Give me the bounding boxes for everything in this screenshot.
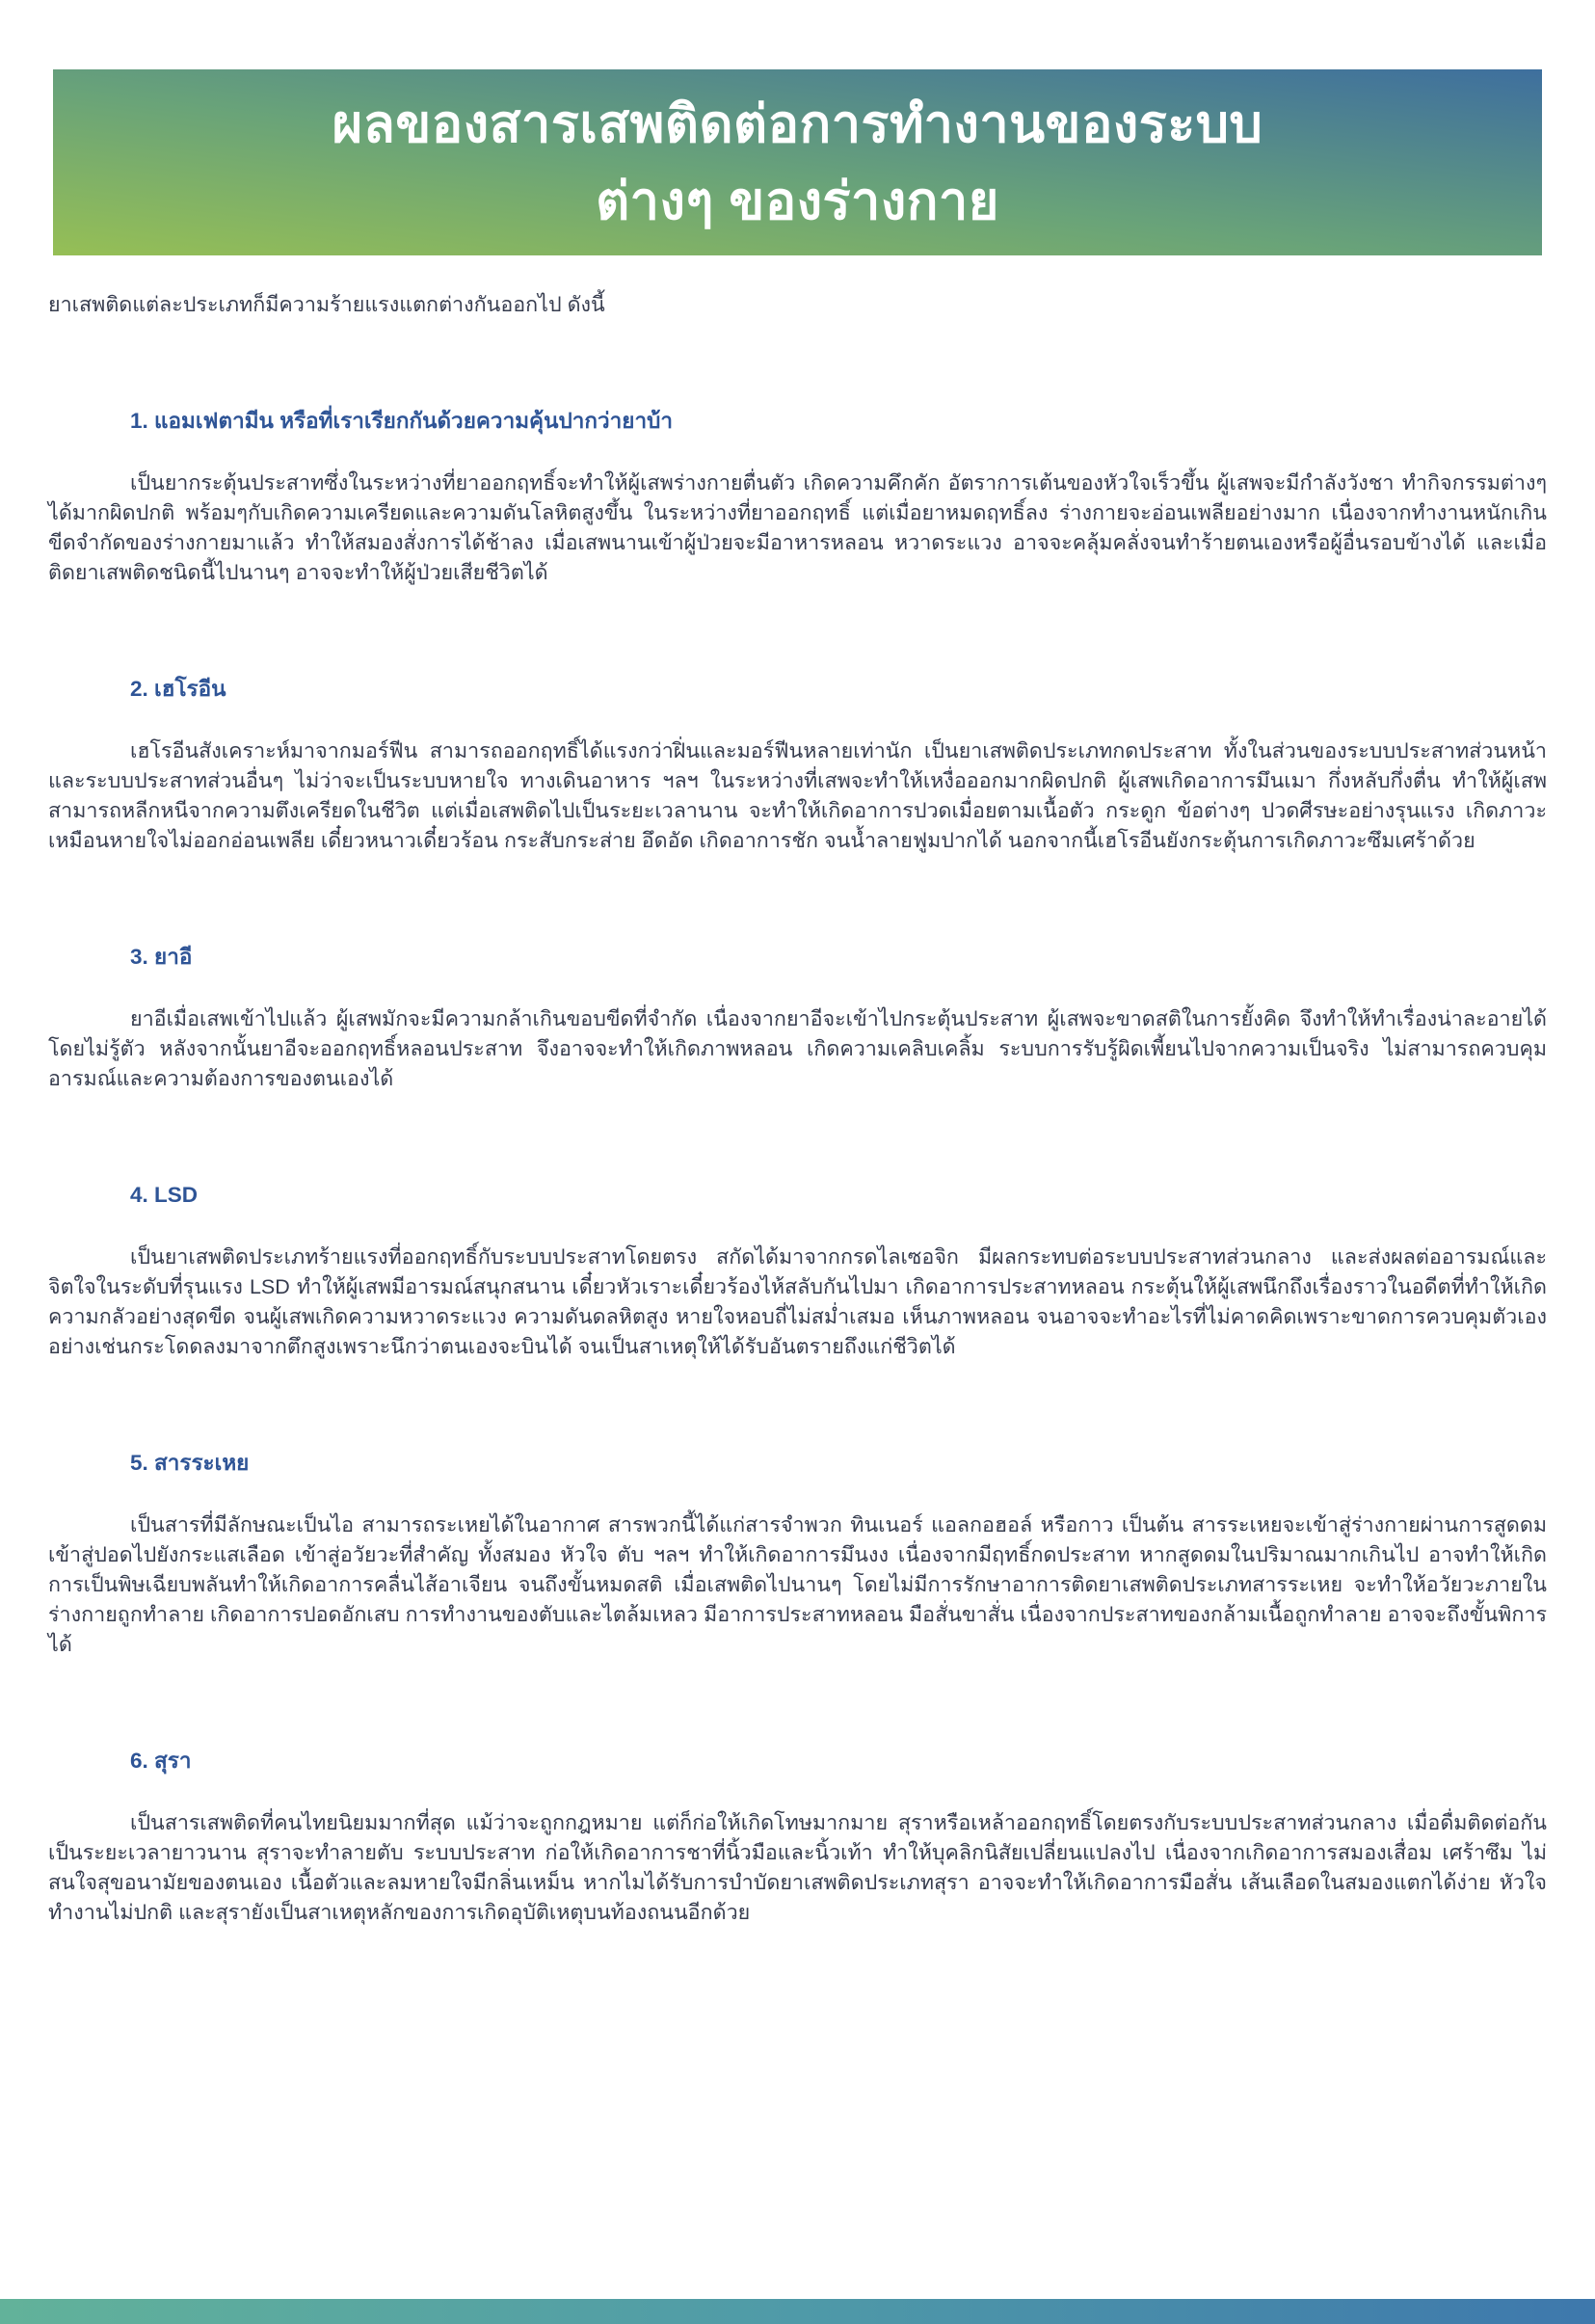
section-heading-ecstasy: 3. ยาอี bbox=[130, 945, 193, 969]
document-body bbox=[0, 290, 1595, 1928]
section-heading-amphetamine: 1. แอมเฟตามีน หรือที่เราเรียกกันด้วยความคุ้นปากว่ายาบ้า bbox=[130, 409, 674, 433]
header-banner bbox=[53, 69, 1542, 255]
section-heading-alcohol: 6. สุรา bbox=[130, 1749, 192, 1773]
section-body-inhalant: เป็นสารที่มีลักษณะเป็นไอ สามารถระเหยได้ในอากาศ สารพวกนี้ได้แก่สารจำพวก ทินเนอร์ แอลกอฮอล์ หรือกาว เป็นต้น สารระเหยจะเข้าสู่ร่างกายผ่านการสูดดม เข้าสู่ปอดไปยังกระแสเลือด เข้าสู่อวัยวะที่สำคัญ ทั้งสมอง หัวใจ ตับ ฯลฯ ทำให้เกิดอาการมึนงง เนื่องจากมีฤทธิ์กดประสาท หากสูดดมในปริมาณมากเกินไป อาจทำให้เกิดการเป็นพิษเฉียบพลันทำให้เกิดอาการคลื่นไส้อาเจียน จนถึงขั้นหมดสติ เมื่อเสพติดไปนานๆ โดยไม่มีการรักษาอาการติดยาเสพติดประเภทสารระเหย จะทำให้อวัยวะภายในร่างกายถูกทำลาย เกิดอาการปอดอักเสบ การทำงานของตับและไตล้มเหลว มีอาการประสาทหลอน มือสั่นขาสั่น เนื่องจากประสาทของกล้ามเนื้อถูกทำลาย อาจจะถึงขั้นพิการได้ bbox=[48, 1513, 1547, 1656]
section-body-heroin: เฮโรอีนสังเคราะห์มาจากมอร์ฟีน สามารถออกฤทธิ์ได้แรงกว่าฝิ่นและมอร์ฟีนหลายเท่านัก เป็นยาเสพติดประเภทกดประสาท ทั้งในส่วนของระบบประสาทส่วนหน้า และระบบประสาทส่วนอื่นๆ ไม่ว่าจะเป็นระบบหายใจ ทางเดินอาหาร ฯลฯ ในระหว่างที่เสพจะทำให้เหงื่อออกมากผิดปกติ ผู้เสพเกิดอาการมึนเมา กึ่งหลับกึ่งตื่น ทำให้ผู้เสพสามารถหลีกหนีจากความตึงเครียดในชีวิต แต่เมื่อเสพติดไปเป็นระยะเวลานาน จะทำให้เกิดอาการปวดเมื่อยตามเนื้อตัว กระดูก ข้อต่างๆ ปวดศีรษะอย่างรุนแรง เกิดภาวะเหมือนหายใจไม่ออกอ่อนเพลีย เดี๋ยวหนาวเดี๋ยวร้อน กระสับกระส่าย อึดอัด เกิดอาการชัก จนน้ำลายฟูมปากได้ นอกจากนี้เฮโรอีนยังกระตุ้นการเกิดภาวะซึมเศร้าด้วย bbox=[48, 739, 1547, 852]
section-heading-heroin: 2. เฮโรอีน bbox=[130, 677, 226, 701]
section-heading-lsd: 4. LSD bbox=[130, 1183, 199, 1207]
page-title-line-2: ต่างๆ ของร่างกาย bbox=[596, 172, 999, 230]
footer-gradient-bar bbox=[0, 2299, 1595, 2324]
section-heading-inhalant: 5. สารระเหย bbox=[130, 1451, 250, 1475]
section-body-ecstasy: ยาอีเมื่อเสพเข้าไปแล้ว ผู้เสพมักจะมีความกล้าเกินขอบขีดที่จำกัด เนื่องจากยาอีจะเข้าไปกระตุ้นประสาท ผู้เสพจะขาดสติในการยั้งคิด จึงทำให้ทำเรื่องน่าละอายได้โดยไม่รู้ตัว หลังจากนั้นยาอีจะออกฤทธิ์หลอนประสาท จึงอาจจะทำให้เกิดภาพหลอน เกิดความเคลิบเคลิ้ม ระบบการรับรู้ผิดเพี้ยนไปจากความเป็นจริง ไม่สามารถควบคุมอารมณ์และความต้องการของตนเองได้ bbox=[48, 1007, 1547, 1090]
section-body-amphetamine: เป็นยากระตุ้นประสาทซึ่งในระหว่างที่ยาออกฤทธิ์จะทำให้ผู้เสพร่างกายตื่นตัว เกิดความคึกคัก อัตราการเต้นของหัวใจเร็วขึ้น ผู้เสพจะมีกำลังวังชา ทำกิจกรรมต่างๆได้มากผิดปกติ พร้อมๆกับเกิดความเครียดและความดันโลหิตสูงขึ้น ในระหว่างที่ยาออกฤทธิ์ แต่เมื่อยาหมดฤทธิ์ลง ร่างกายจะอ่อนเพลียอย่างมาก เนื่องจากทำงานหนักเกินขีดจำกัดของร่างกายมาแล้ว ทำให้สมองสั่งการได้ช้าลง เมื่อเสพนานเข้าผู้ป่วยจะมีอาหารหลอน หวาดระแวง อาจจะคลุ้มคลั่งจนทำร้ายตนเองหรือผู้อื่นรอบข้างได้ และเมื่อติดยาเสพติดชนิดนี้ไปนานๆ อาจจะทำให้ผู้ป่วยเสียชีวิตได้ bbox=[48, 471, 1547, 584]
intro-paragraph: ยาเสพติดแต่ละประเภทก็มีความร้ายแรงแตกต่างกันออกไป ดังนี้ bbox=[48, 293, 605, 316]
section-body-alcohol: เป็นสารเสพติดที่คนไทยนิยมมากที่สุด แม้ว่าจะถูกกฎหมาย แต่ก็ก่อให้เกิดโทษมากมาย สุราหรือเหล้าออกฤทธิ์โดยตรงกับระบบประสาทส่วนกลาง เมื่อดื่มติดต่อกันเป็นระยะเวลายาวนาน สุราจะทำลายตับ ระบบประสาท ก่อให้เกิดอาการชาที่นิ้วมือและนิ้วเท้า ทำให้บุคลิกนิสัยเปลี่ยนแปลงไป เนื่องจากเกิดอาการสมองเสื่อม เศร้าซึม ไม่สนใจสุขอนามัยของตนเอง เนื้อตัวและลมหายใจมีกลิ่นเหม็น หากไมได้รับการบำบัดยาเสพติดประเภทสุรา อาจจะทำให้เกิดอาการมือสั่น เส้นเลือดในสมองแตกได้ง่าย หัวใจทำงานไม่ปกติ และสุรายังเป็นสาเหตุหลักของการเกิดอุบัติเหตุบนท้องถนนอีกด้วย bbox=[48, 1811, 1547, 1924]
section-body-lsd: เป็นยาเสพติดประเภทร้ายแรงที่ออกฤทธิ์กับระบบประสาทโดยตรง สกัดได้มาจากกรดไลเซอจิก มีผลกระทบต่อระบบประสาทส่วนกลาง และส่งผลต่ออารมณ์และจิตใจในระดับที่รุนแรง LSD ทำให้ผู้เสพมีอารมณ์สนุกสนาน เดี๋ยวหัวเราะเดี๋ยวร้องไห้สลับกันไปมา เกิดอาการประสาทหลอน กระตุ้นให้ผู้เสพนึกถึงเรื่องราวในอดีตที่ทำให้เกิดความกลัวอย่างสุดขีด จนผู้เสพเกิดความหวาดระแวง ความดันดลหิตสูง หายใจหอบถี่ไม่สม่ำเสมอ เห็นภาพหลอน จนอาจจะทำอะไรที่ไม่คาดคิดเพราะขาดการควบคุมตัวเอง อย่างเช่นกระโดดลงมาจากตึกสูงเพราะนึกว่าตนเองจะบินได้ จนเป็นสาเหตุให้ได้รับอันตรายถึงแก่ชีวิตได้ bbox=[48, 1245, 1547, 1358]
page-title-line-1: ผลของสารเสพติดต่อการทำงานของระบบ bbox=[332, 94, 1263, 153]
